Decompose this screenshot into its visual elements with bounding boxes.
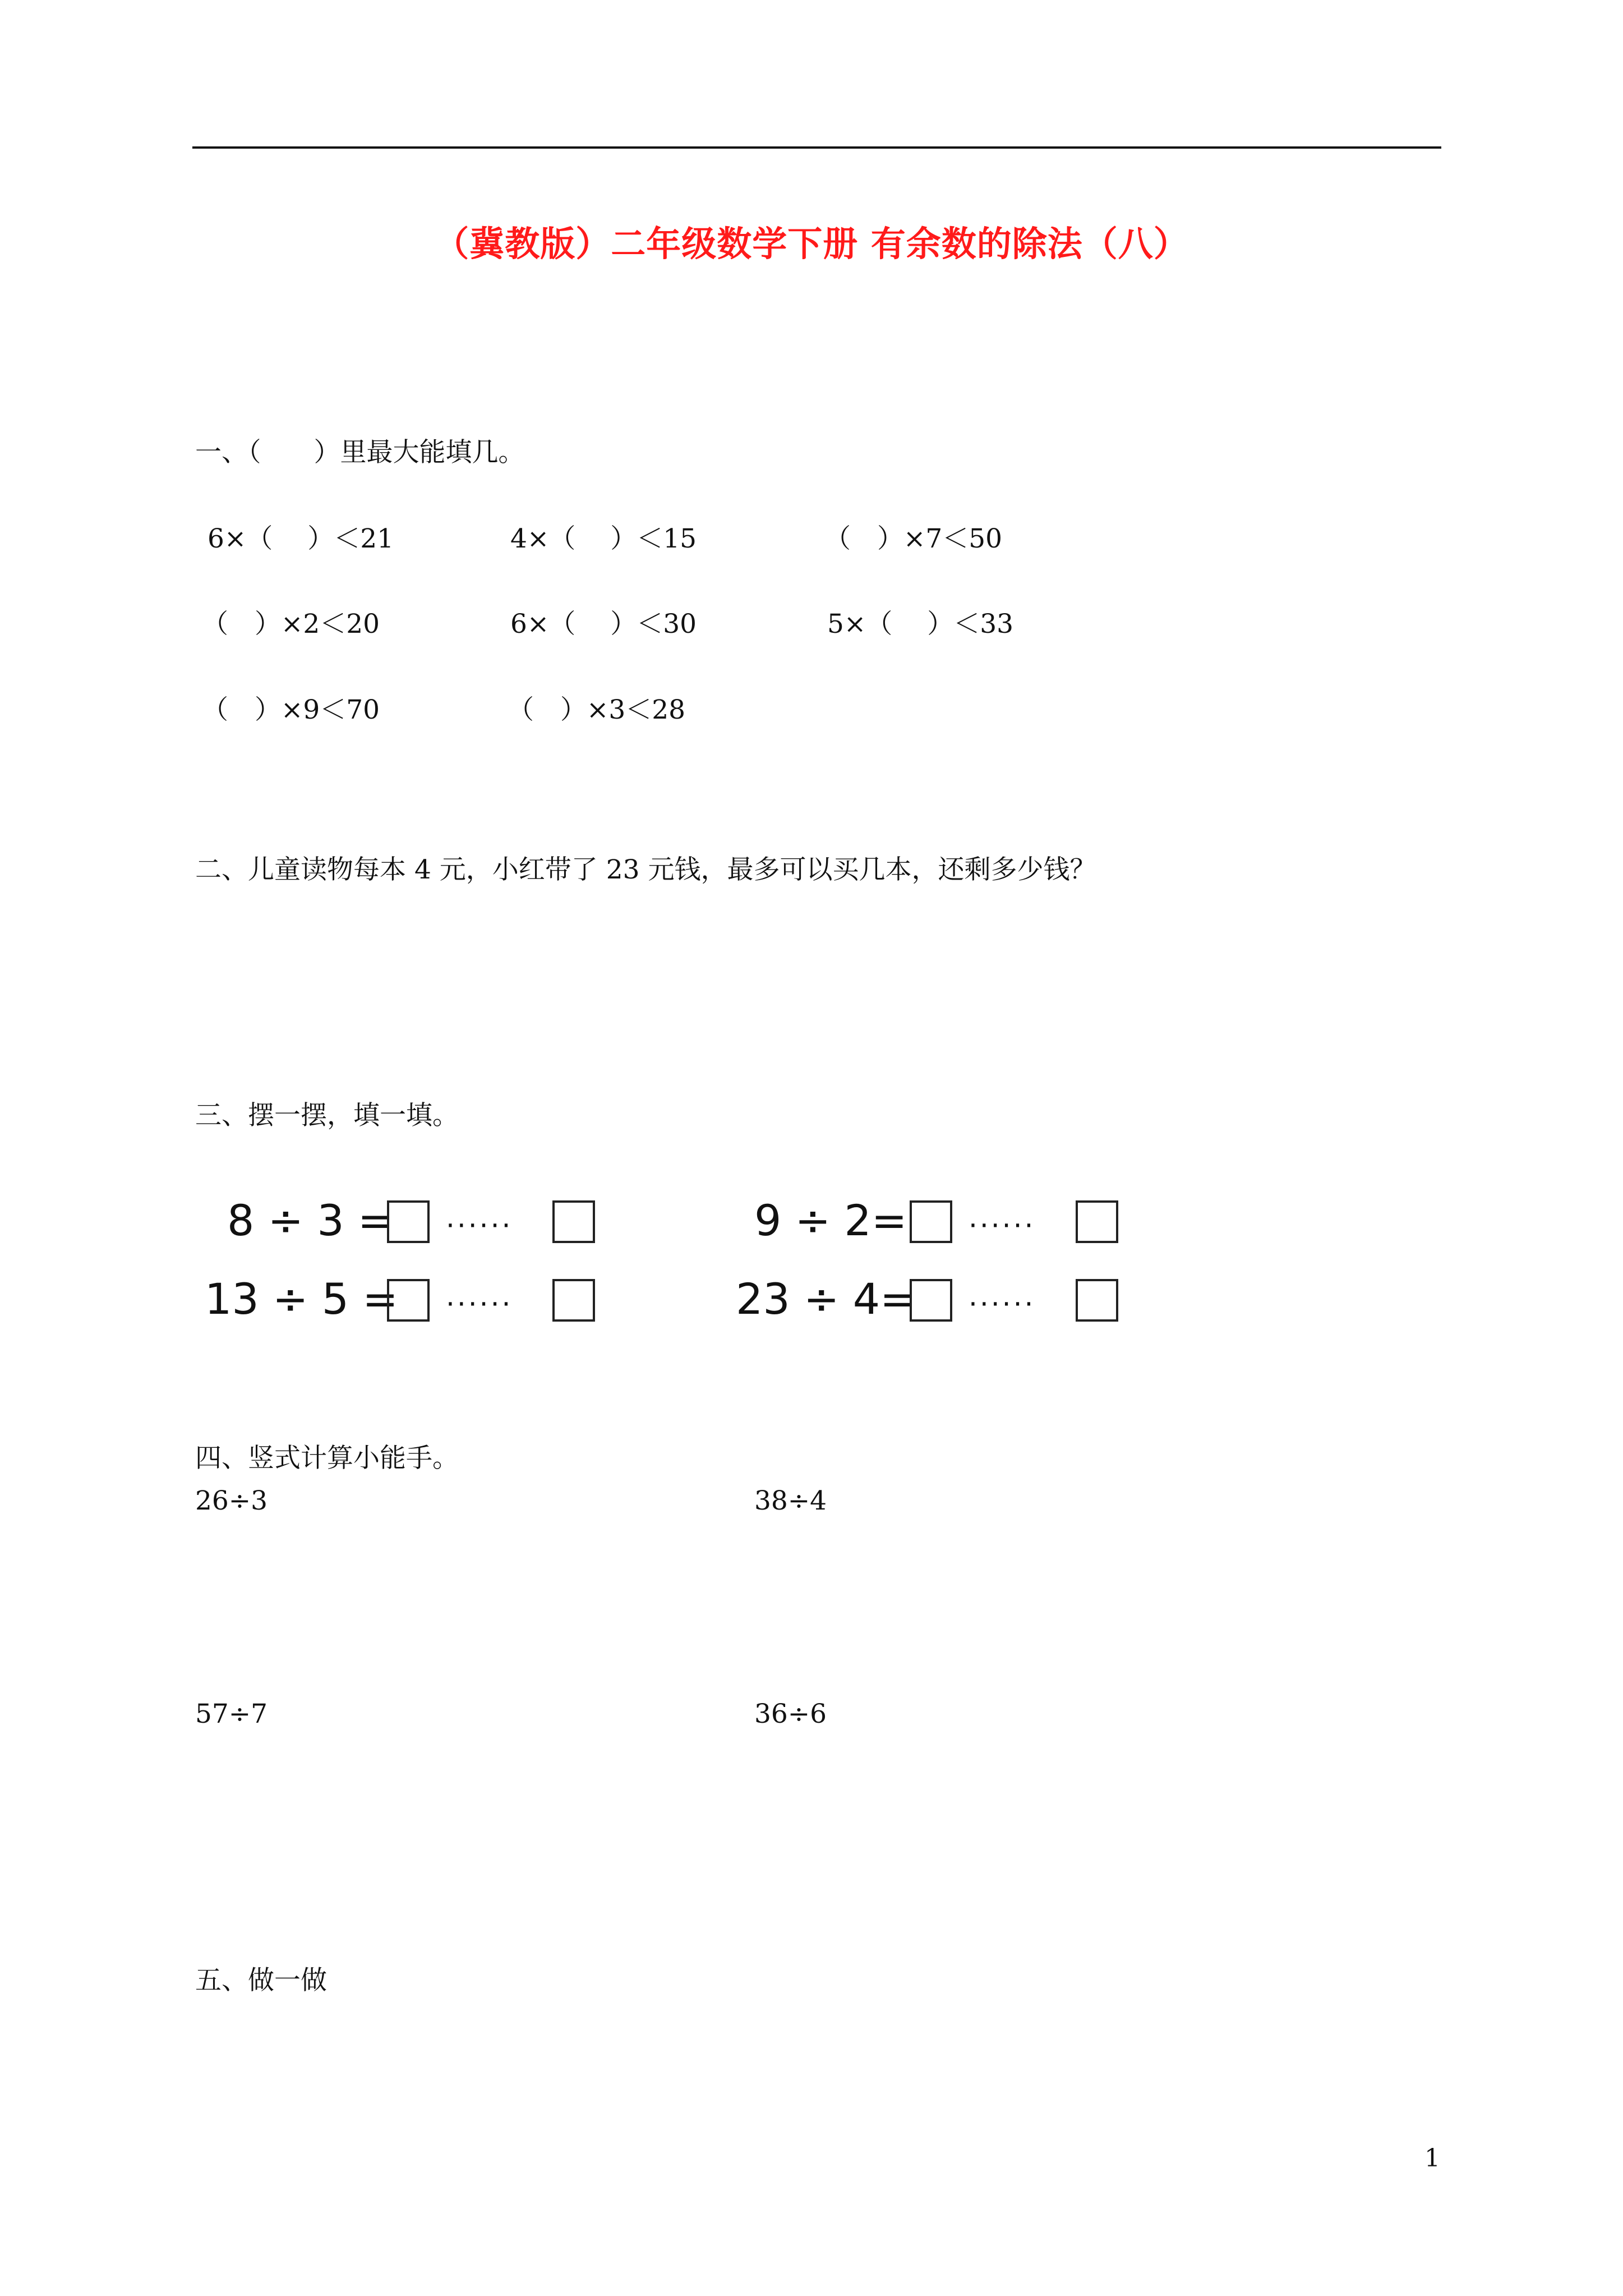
inequality-item: 4×（ ）＜15 [510, 523, 697, 554]
section-3-heading: 三、摆一摆，填一填。 [195, 1100, 459, 1131]
division-expression: 9 ÷ 2= [754, 1195, 907, 1245]
inequality-item: （ ）×9＜70 [202, 694, 380, 725]
inequality-item: 6×（ ）＜30 [510, 609, 697, 639]
section-5-heading: 五、做一做 [195, 1965, 327, 1996]
header-rule [192, 146, 1441, 149]
inequality-item: （ ）×2＜20 [202, 609, 380, 639]
division-expression: 8 ÷ 3 = [227, 1195, 394, 1245]
section-2-heading: 二、儿童读物每本 4 元，小红带了 23 元钱，最多可以买几本，还剩多少钱？ [195, 854, 1096, 885]
remainder-dots: ······ [446, 1288, 513, 1320]
inequality-item: 5×（ ）＜33 [827, 609, 1014, 639]
remainder-dots: ······ [969, 1209, 1036, 1242]
quotient-box [910, 1200, 952, 1243]
quotient-box [387, 1279, 430, 1322]
quotient-box [910, 1279, 952, 1322]
long-division-item: 26÷3 [195, 1485, 268, 1516]
quotient-box [387, 1200, 430, 1243]
division-expression: 13 ÷ 5 = [205, 1274, 398, 1324]
long-division-item: 57÷7 [195, 1699, 268, 1729]
remainder-box [1076, 1200, 1118, 1243]
inequality-item: （ ）×7＜50 [824, 523, 1003, 554]
section-1-heading: 一、（ ）里最大能填几。 [195, 437, 525, 468]
remainder-dots: ······ [446, 1209, 513, 1242]
remainder-box [1076, 1279, 1118, 1322]
remainder-dots: ······ [969, 1288, 1036, 1320]
long-division-item: 36÷6 [754, 1699, 827, 1729]
remainder-box [552, 1279, 595, 1322]
page-number: 1 [1424, 2144, 1440, 2173]
section-4-heading: 四、竖式计算小能手。 [195, 1443, 459, 1474]
remainder-box [552, 1200, 595, 1243]
inequality-item: （ ）×3＜28 [508, 694, 686, 725]
long-division-item: 38÷4 [754, 1485, 827, 1516]
inequality-item: 6×（ ）＜21 [208, 523, 394, 554]
page-title: （冀教版）二年级数学下册 有余数的除法（八） [434, 223, 1189, 264]
division-expression: 23 ÷ 4= [736, 1274, 916, 1324]
